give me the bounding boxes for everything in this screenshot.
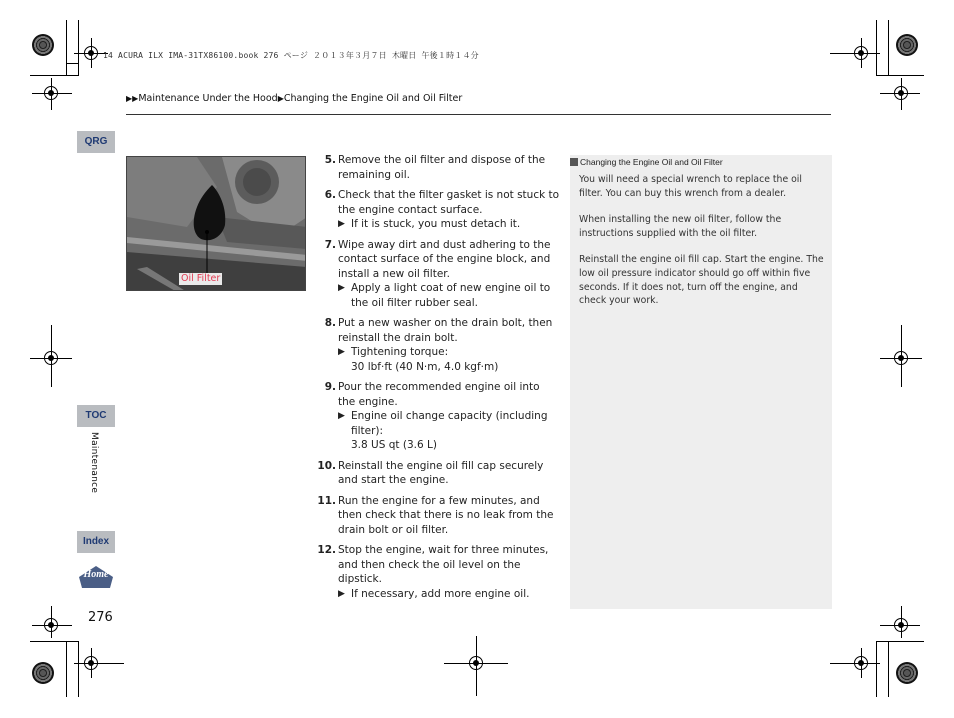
- subnote-arrow-icon: ▶: [338, 283, 345, 293]
- subnote-arrow-icon: ▶: [338, 219, 345, 229]
- breadcrumb-arrow-icon: ▶▶: [126, 94, 139, 103]
- page-number: 276: [88, 610, 113, 625]
- registration-dial-icon: [32, 662, 54, 684]
- step-number: 5.: [324, 154, 336, 166]
- step-number: 10.: [317, 459, 336, 472]
- step-number: 8.: [324, 317, 336, 329]
- note-paragraph: When installing the new oil filter, follow the instructions supplied with the oil filter.: [579, 214, 782, 239]
- engine-photo-illustration: [127, 157, 306, 291]
- step-item: [316, 188, 560, 232]
- note-body: [579, 173, 826, 321]
- index-tab[interactable]: Index: [77, 531, 115, 553]
- step-item: [316, 543, 560, 601]
- header-rule: [126, 114, 831, 115]
- breadcrumb: [126, 93, 462, 104]
- oil-filter-photo: [126, 156, 306, 291]
- subnote-text: Apply a light coat of new engine oil to the oil filter rubber seal.: [351, 282, 551, 309]
- breadcrumb-part1[interactable]: Maintenance Under the Hood: [138, 93, 278, 104]
- step-number: 11.: [317, 494, 336, 507]
- step-text: Put a new washer on the drain bolt, then reinstall the drain bolt.: [338, 317, 553, 344]
- note-paragraph: Reinstall the engine oil fill cap. Start the engine. The low oil pressure indicator should go off within five seconds. If it does not, turn off the engine, and check your work.: [579, 254, 824, 307]
- subnote-value: 3.8 US qt (3.6 L): [351, 439, 437, 451]
- toc-tab[interactable]: TOC: [77, 405, 115, 427]
- step-text: Run the engine for a few minutes, and then check that there is no leak from the drain bolt or oil filter.: [338, 494, 554, 536]
- step-item: [316, 153, 560, 182]
- subnote-arrow-icon: ▶: [338, 411, 345, 421]
- step-text: Reinstall the engine oil fill cap securely and start the engine.: [338, 459, 544, 486]
- registration-dial-icon: [896, 34, 918, 56]
- note-panel: [570, 155, 832, 609]
- subnote-text: If it is stuck, you must detach it.: [351, 218, 521, 230]
- subnote-text: If necessary, add more engine oil.: [351, 587, 530, 600]
- step-item: [316, 316, 560, 374]
- note-title: [570, 157, 723, 167]
- subnote-text: Engine oil change capacity (including filter):: [351, 410, 548, 437]
- step-item: [316, 380, 560, 453]
- oil-filter-label: Oil Filter: [181, 273, 221, 284]
- breadcrumb-part2[interactable]: Changing the Engine Oil and Oil Filter: [283, 93, 463, 104]
- section-label: Maintenance: [89, 432, 99, 494]
- step-number: 6.: [324, 189, 336, 201]
- step-text: Pour the recommended engine oil into the engine.: [338, 381, 540, 408]
- registration-dial-icon: [32, 34, 54, 56]
- step-text: Wipe away dirt and dust adhering to the contact surface of the engine block, and install a new oil filter.: [338, 238, 551, 280]
- step-item: [316, 494, 560, 538]
- step-subnote: [338, 409, 560, 438]
- breadcrumb-arrow-icon: ▶: [277, 94, 284, 103]
- step-subnote: [338, 281, 560, 310]
- step-number: 9.: [324, 381, 336, 393]
- note-box-icon: [570, 158, 578, 166]
- step-number: 7.: [324, 238, 336, 251]
- step-item: [316, 459, 560, 488]
- subnote-text: Tightening torque:: [351, 346, 449, 358]
- step-subnote: [338, 345, 560, 360]
- home-tab[interactable]: [77, 565, 115, 589]
- subnote-arrow-icon: ▶: [338, 588, 345, 599]
- step-text: Stop the engine, wait for three minutes, and then check the oil level on the dipstick.: [338, 544, 549, 585]
- subnote-arrow-icon: ▶: [338, 347, 345, 357]
- note-paragraph: You will need a special wrench to replace the oil filter. You can buy this wrench from a dealer.: [579, 174, 802, 199]
- qrg-tab[interactable]: QRG: [77, 131, 115, 153]
- note-title-text: Changing the Engine Oil and Oil Filter: [580, 157, 723, 167]
- step-text: Check that the filter gasket is not stuck to the engine contact surface.: [338, 189, 560, 216]
- subnote-value: 30 lbf·ft (40 N·m, 4.0 kgf·m): [351, 360, 499, 373]
- step-subnote: [338, 587, 560, 602]
- home-label: Home: [83, 569, 109, 580]
- printer-slug: 14 ACURA ILX IMA-31TX86100.book 276 ページ ２０１３年３月７日 木曜日 午後１時１４分: [103, 51, 479, 60]
- procedure-steps: [316, 153, 560, 607]
- registration-dial-icon: [896, 662, 918, 684]
- step-subnote: [338, 217, 560, 232]
- step-number: 12.: [317, 544, 336, 556]
- step-text: Remove the oil filter and dispose of the remaining oil.: [338, 154, 546, 181]
- step-item: [316, 238, 560, 311]
